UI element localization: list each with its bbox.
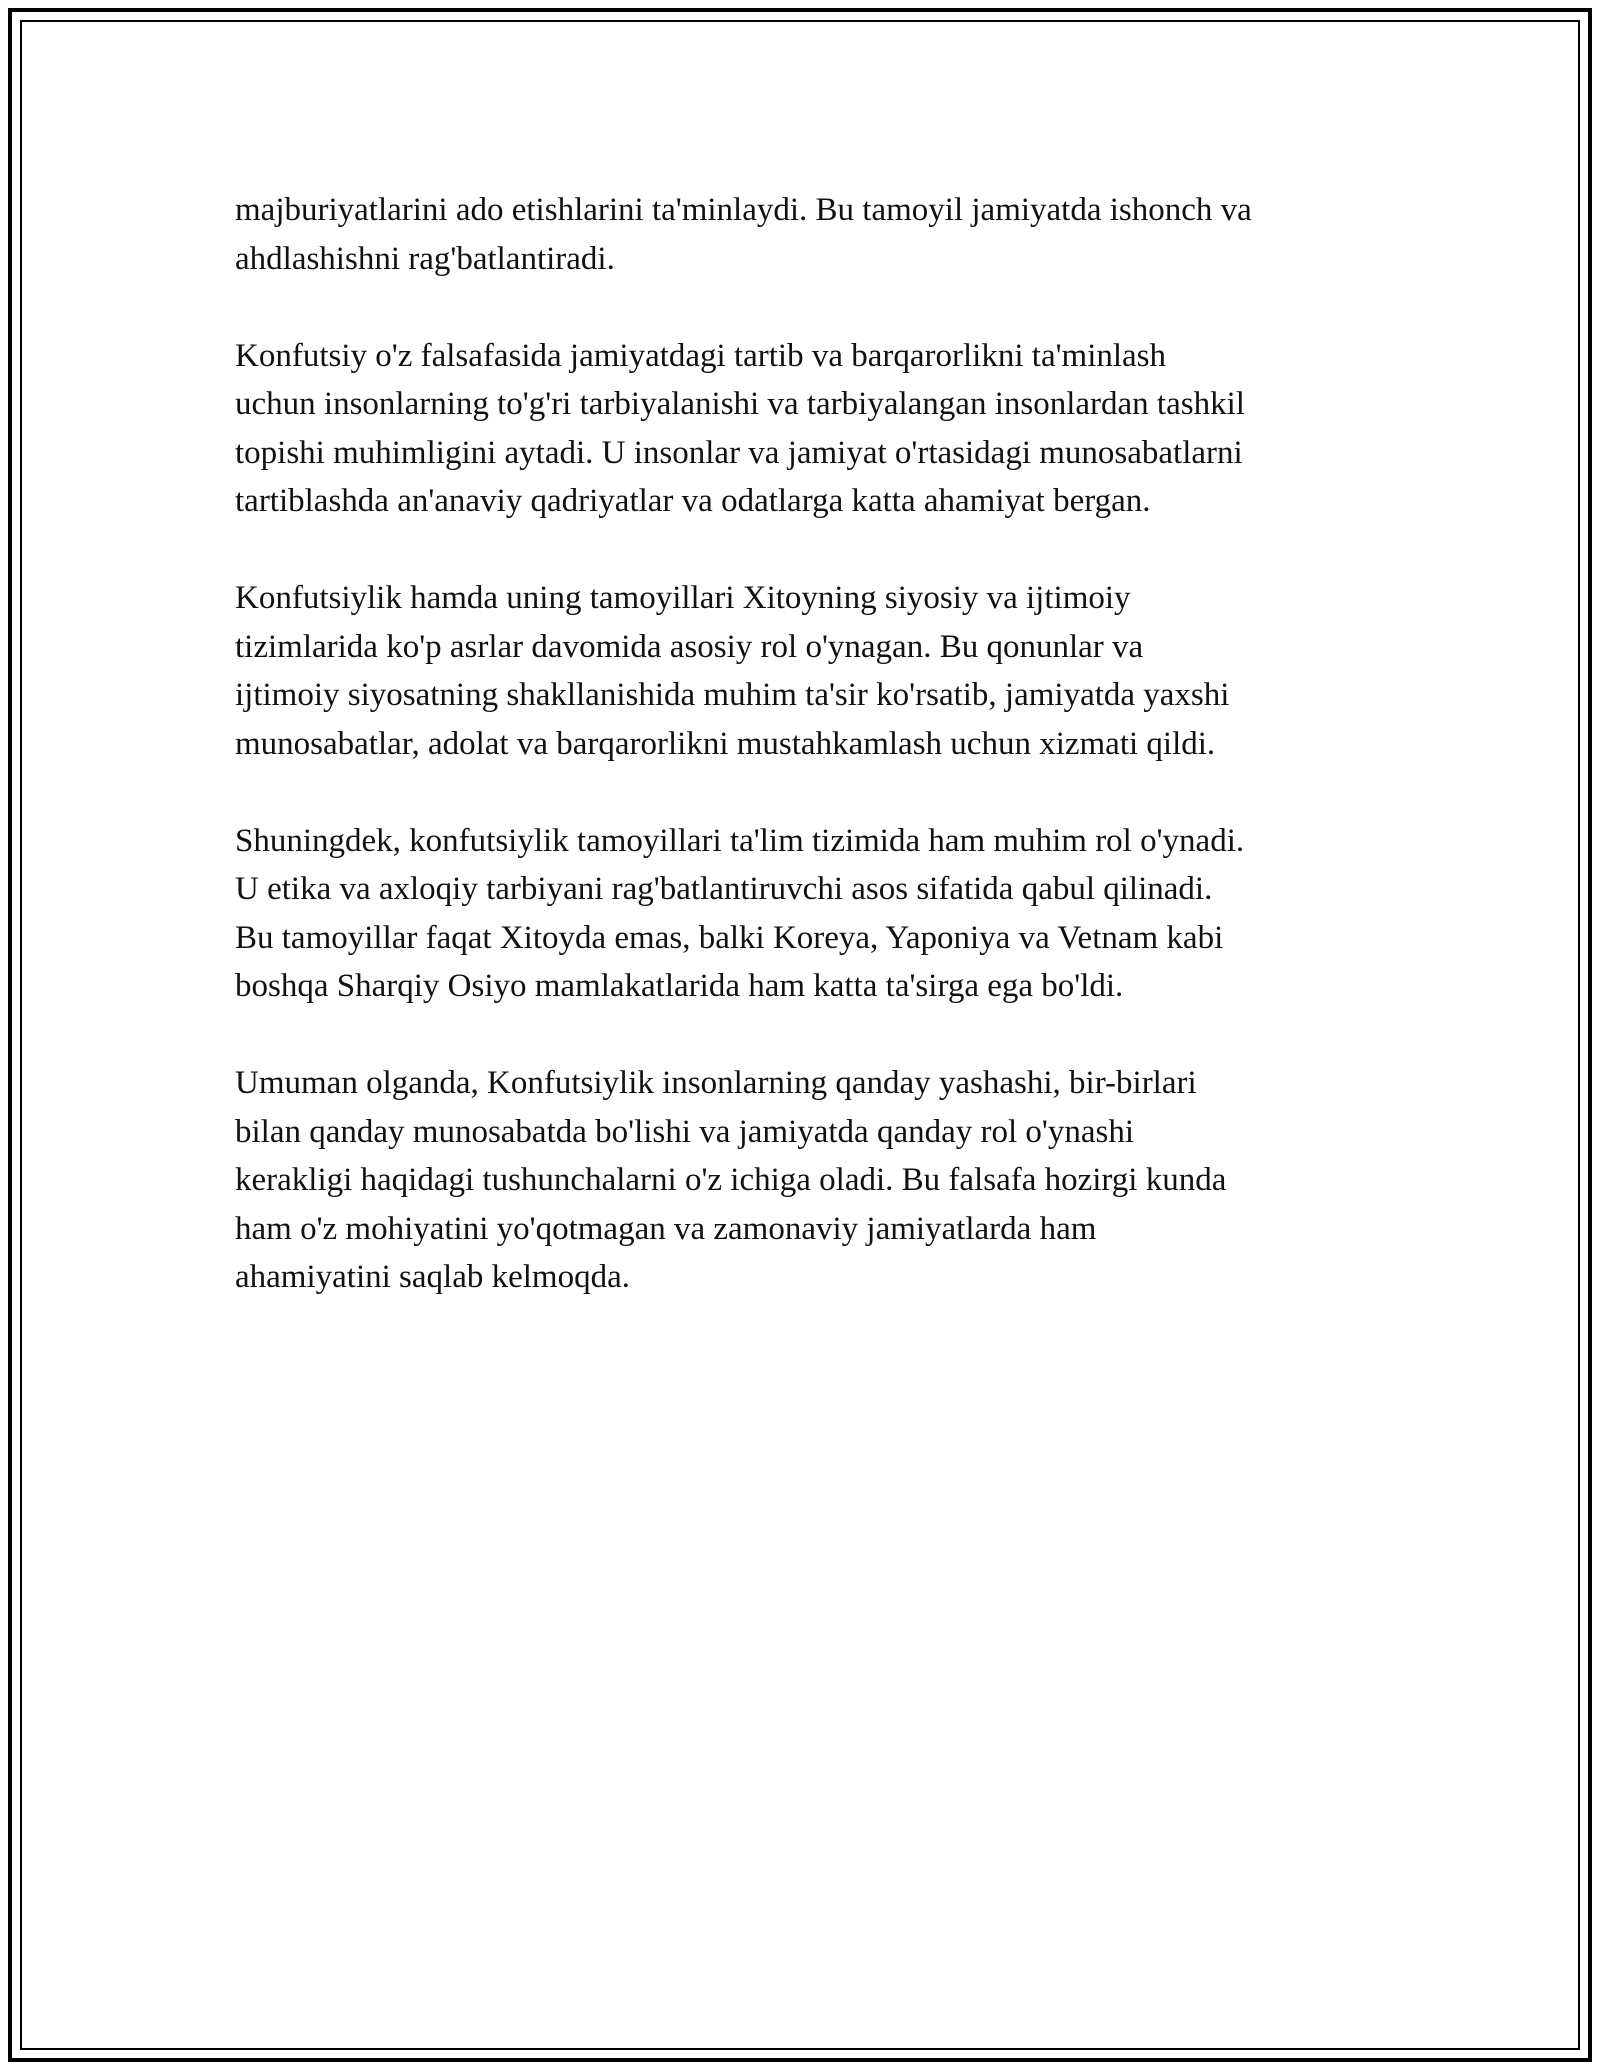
text-line: ham o'z mohiyatini yo'qotmagan va zamonaviy jamiyatlarda ham	[235, 1210, 1097, 1247]
text-line: Konfutsiylik hamda uning tamoyillari Xitoyning siyosiy va ijtimoiy	[235, 580, 1131, 616]
text-line: ahdlashishni rag'batlantiradi.	[235, 240, 615, 277]
paragraph-1	[235, 186, 1375, 283]
text-line: tizimlarida ko'p asrlar davomida asosiy rol o'ynagan. Bu qonunlar va	[235, 628, 1144, 665]
text-line: Bu tamoyillar faqat Xitoyda emas, balki Koreya, Yaponiya va Vetnam kabi	[235, 919, 1224, 956]
text-line: kerakligi haqidagi tushunchalarni o'z ichiga oladi. Bu falsafa hozirgi kunda	[235, 1162, 1227, 1198]
text-line: majburiyatlarini ado etishlarini ta'minlaydi. Bu tamoyil jamiyatda ishonch va	[235, 192, 1252, 228]
text-line: uchun insonlarning to'g'ri tarbiyalanishi va tarbiyalangan insonlardan tashkil	[235, 386, 1245, 422]
text-line: bilan qanday munosabatda bo'lishi va jamiyatda qanday rol o'ynashi	[235, 1113, 1135, 1150]
text-line: U etika va axloqiy tarbiyani rag'batlantiruvchi asos sifatida qabul qilinadi.	[235, 871, 1213, 907]
text-line: topishi muhimligini aytadi. U insonlar va jamiyat o'rtasidagi munosabatlarni	[235, 434, 1243, 471]
paragraph-4	[235, 817, 1375, 1011]
document-body	[235, 186, 1375, 1350]
text-line: tartiblashda an'anaviy qadriyatlar va odatlarga katta ahamiyat bergan.	[235, 483, 1151, 519]
text-line: munosabatlar, adolat va barqarorlikni mustahkamlash uchun xizmati qildi.	[235, 725, 1216, 762]
text-line: ahamiyatini saqlab kelmoqda.	[235, 1259, 630, 1295]
text-line: Umuman olganda, Konfutsiylik insonlarning qanday yashashi, bir-birlari	[235, 1065, 1197, 1101]
text-line: Konfutsiy o'z falsafasida jamiyatdagi tartib va barqarorlikni ta'minlash	[235, 337, 1167, 374]
text-line: boshqa Sharqiy Osiyo mamlakatlarida ham katta ta'sirga ega bo'ldi.	[235, 968, 1124, 1004]
text-line: Shuningdek, konfutsiylik tamoyillari ta'lim tizimida ham muhim rol o'ynadi.	[235, 822, 1245, 859]
paragraph-3	[235, 574, 1375, 768]
text-line: ijtimoiy siyosatning shakllanishida muhim ta'sir ko'rsatib, jamiyatda yaxshi	[235, 677, 1230, 713]
paragraph-5	[235, 1059, 1375, 1302]
paragraph-2	[235, 332, 1375, 526]
